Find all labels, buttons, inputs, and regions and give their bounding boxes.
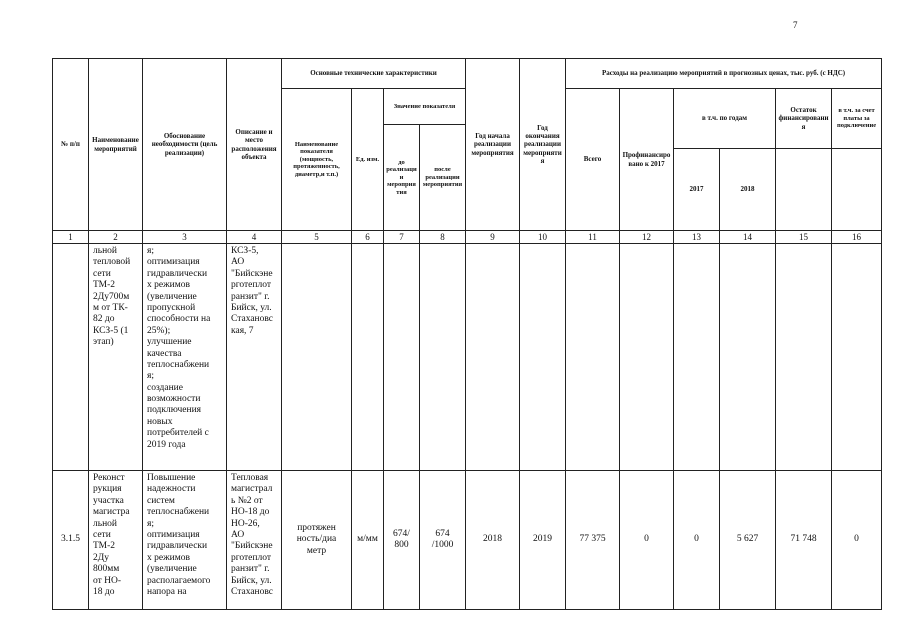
row-connection: 0: [832, 471, 882, 610]
table-row: [53, 471, 882, 610]
header-before: до реализации мероприятия: [384, 125, 420, 231]
header-remaining-blank: [776, 149, 832, 231]
row-number: [53, 244, 89, 471]
row-before: [384, 244, 420, 471]
column-number: 4: [227, 231, 282, 244]
header-costs-group: Расходы на реализацию мероприятий в прогнозных ценах, тыс. руб. (с НДС): [566, 59, 882, 89]
header-indicator: Наименование показателя (мощность, протяженность, диаметр,и т.п.): [282, 89, 352, 231]
row-total: [566, 244, 620, 471]
row-remaining: 71 748: [776, 471, 832, 610]
row-name: льной тепловой сети ТМ-2 2Ду700м м от ТК- 82 до КСЗ-5 (1 этап): [89, 244, 143, 471]
row-2018: 5 627: [720, 471, 776, 610]
header-location: Описание и место расположения объекта: [227, 59, 282, 231]
row-start-year: [466, 244, 520, 471]
row-2018: [720, 244, 776, 471]
column-number: 8: [420, 231, 466, 244]
column-number: 2: [89, 231, 143, 244]
row-2017: [674, 244, 720, 471]
header-year-2018: 2018: [720, 149, 776, 231]
header-name: Наименование мероприятий: [89, 59, 143, 231]
header-reason: Обоснование необходимости (цель реализации): [143, 59, 227, 231]
row-funded: [620, 244, 674, 471]
column-number: 3: [143, 231, 227, 244]
header-after: после реализации мероприятия: [420, 125, 466, 231]
row-location: Тепловая магистрал ь №2 от НО-18 до НО-26, АО "Бийскэне рготеплот ранзит" г. Бийск, ул. Стахановс: [227, 471, 282, 610]
row-before: 674/ 800: [384, 471, 420, 610]
row-total: 77 375: [566, 471, 620, 610]
header-number: № п/п: [53, 59, 89, 231]
column-number: 9: [466, 231, 520, 244]
header-year-2017: 2017: [674, 149, 720, 231]
header-connection: в т.ч. за счет платы за подключение: [832, 89, 882, 149]
row-after: 674 /1000: [420, 471, 466, 610]
row-reason: я; оптимизация гидравлически х режимов (увеличение пропускной способности на 25%); улучшение качества теплоснабжени я; создание возможности подключения новых потребителей с 2019 года: [143, 244, 227, 471]
header-end-year: Год окончания реализации мероприятия: [520, 59, 566, 231]
row-connection: [832, 244, 882, 471]
row-number: 3.1.5: [53, 471, 89, 610]
header-tech-group: Основные технические характеристики: [282, 59, 466, 89]
row-unit: м/мм: [352, 471, 384, 610]
header-funded: Профинансировано к 2017: [620, 89, 674, 231]
column-number: 10: [520, 231, 566, 244]
column-number: 15: [776, 231, 832, 244]
header-unit: Ед. изм.: [352, 89, 384, 231]
row-unit: [352, 244, 384, 471]
row-end-year: 2019: [520, 471, 566, 610]
column-number: 1: [53, 231, 89, 244]
column-number: 6: [352, 231, 384, 244]
table-row: [53, 244, 882, 471]
column-number: 12: [620, 231, 674, 244]
row-reason: Повышение надежности систем теплоснабжени я; оптимизация гидравлически х режимов (увеличение располагаемого напора на: [143, 471, 227, 610]
header-value-group: Значение показателя: [384, 89, 466, 125]
column-number: 11: [566, 231, 620, 244]
row-indicator: [282, 244, 352, 471]
column-number: 13: [674, 231, 720, 244]
row-indicator: протяжен ность/диа метр: [282, 471, 352, 610]
column-number: 5: [282, 231, 352, 244]
page-number: 7: [793, 20, 798, 30]
investment-program-table: [52, 58, 882, 610]
header-total: Всего: [566, 89, 620, 231]
row-remaining: [776, 244, 832, 471]
row-name: Реконст рукция участка магистра льной сети ТМ-2 2Ду 800мм от НО- 18 до: [89, 471, 143, 610]
row-end-year: [520, 244, 566, 471]
column-number: 14: [720, 231, 776, 244]
row-start-year: 2018: [466, 471, 520, 610]
row-after: [420, 244, 466, 471]
row-funded: 0: [620, 471, 674, 610]
header-remaining: Остаток финансирования: [776, 89, 832, 149]
column-number: 16: [832, 231, 882, 244]
header-connection-blank: [832, 149, 882, 231]
header-start-year: Год начала реализации мероприятия: [466, 59, 520, 231]
row-location: КСЗ-5, АО "Бийскэне рготеплот ранзит" г. Бийск, ул. Стахановс кая, 7: [227, 244, 282, 471]
row-2017: 0: [674, 471, 720, 610]
header-years-group: в т.ч. по годам: [674, 89, 776, 149]
column-number: 7: [384, 231, 420, 244]
